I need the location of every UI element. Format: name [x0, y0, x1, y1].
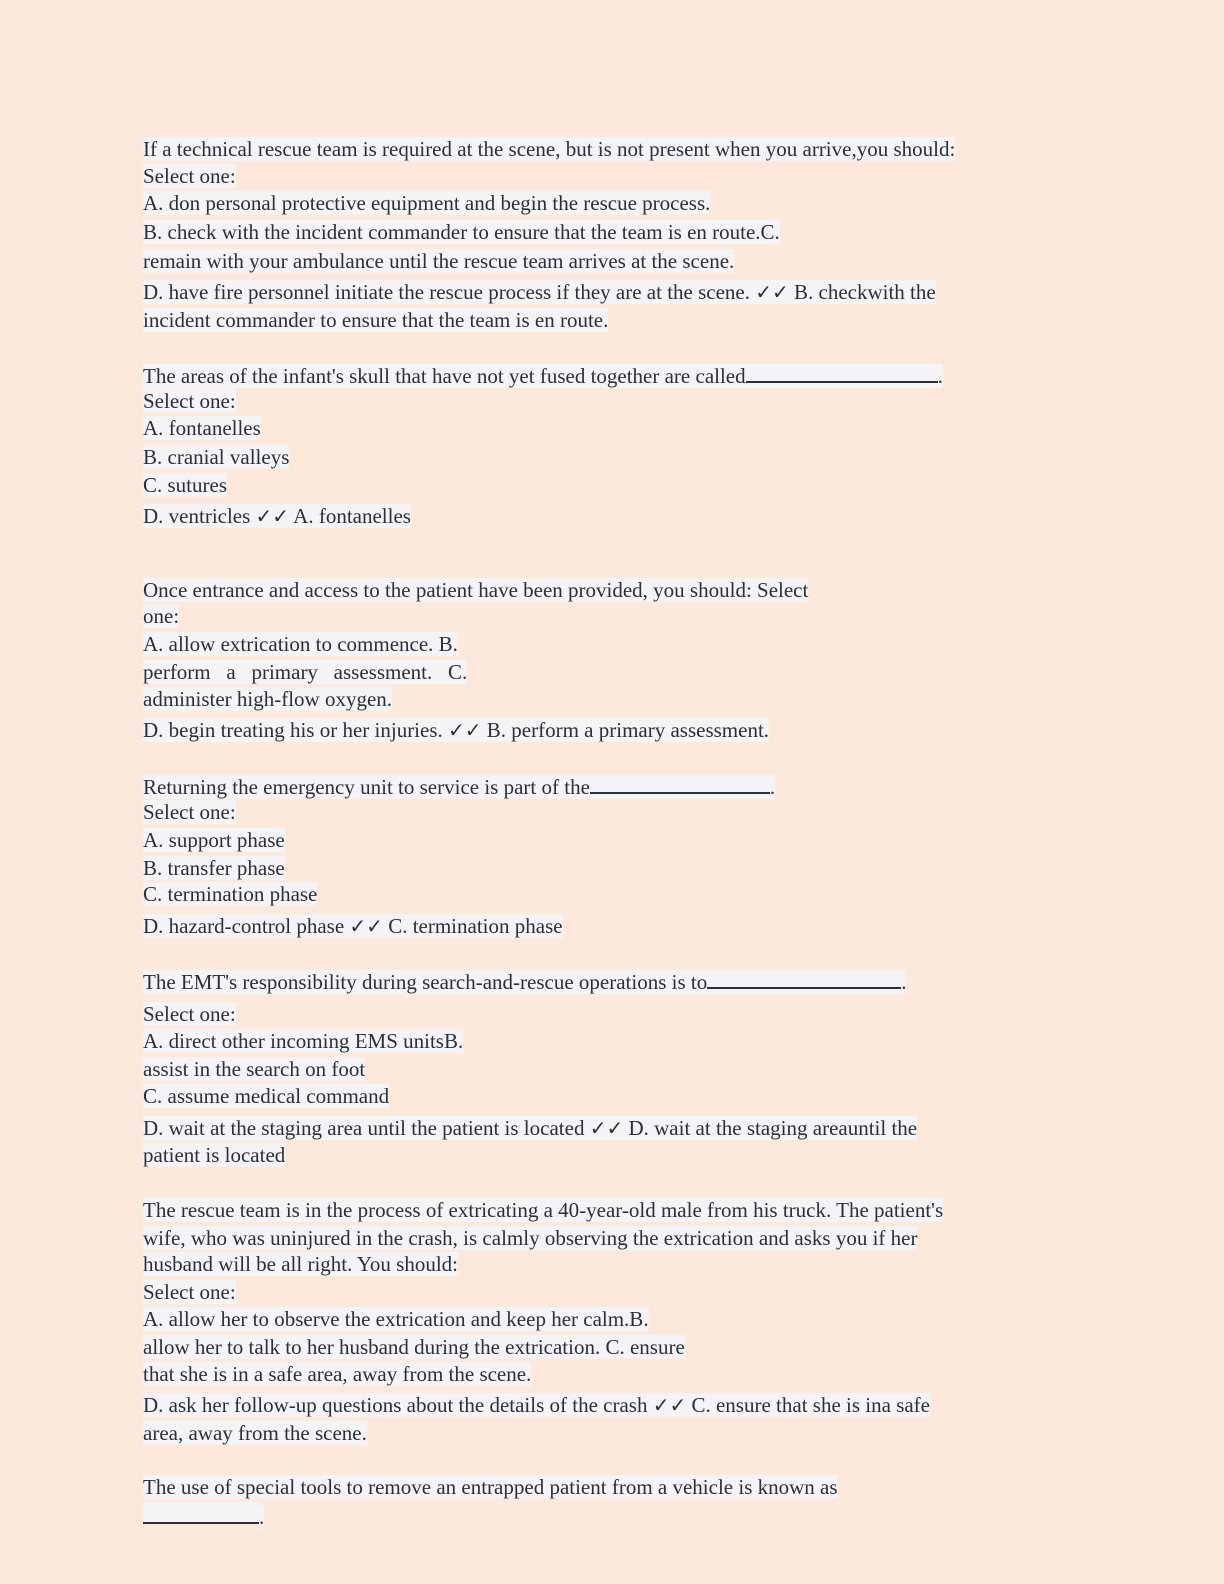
answer-blank — [707, 967, 901, 989]
question-5-option-a: A. direct other incoming EMS unitsB. — [143, 1029, 464, 1053]
check-icon: ✓✓ — [255, 504, 290, 528]
check-icon: ✓✓ — [448, 718, 482, 742]
question-1-option-c: remain with your ambulance until the rescue team arrives at the scene. — [143, 249, 735, 273]
check-icon: ✓✓ — [755, 280, 789, 304]
question-5-option-b: assist in the search on foot — [143, 1057, 366, 1081]
question-1-option-a: A. don personal protective equipment and begin the rescue process. — [143, 191, 711, 215]
question-5-stem: The EMT's responsibility during search-and-rescue operations is to . — [143, 967, 906, 993]
question-7-stem: The use of special tools to remove an entrapped patient from a vehicle is known as — [143, 1475, 838, 1499]
question-3-select-one: one: — [143, 604, 180, 628]
question-2-option-a: A. fontanelles — [143, 416, 261, 440]
question-2-option-b: B. cranial valleys — [143, 445, 290, 469]
question-2-option-c: C. sutures — [143, 473, 227, 497]
question-2-select-one: Select one: — [143, 389, 236, 413]
question-1-stem: If a technical rescue team is required at the scene, but is not present when you arrive,you should: — [143, 137, 956, 161]
question-4-option-b: B. transfer phase — [143, 856, 285, 880]
question-1-option-b: B. check with the incident commander to ensure that the team is en route.C. — [143, 220, 780, 244]
question-1-select-one: Select one: — [143, 164, 236, 188]
question-4-option-a: A. support phase — [143, 828, 285, 852]
question-7-blank-line: . — [143, 1502, 264, 1528]
question-4-select-one: Select one: — [143, 800, 236, 824]
question-6-stem-line-1: The rescue team is in the process of extricating a 40-year-old male from his truck. The patient's — [143, 1198, 944, 1222]
question-3-option-c: administer high-flow oxygen. — [143, 687, 393, 711]
question-5-option-c: C. assume medical command — [143, 1084, 390, 1108]
question-6-select-one: Select one: — [143, 1280, 236, 1304]
question-2-stem: The areas of the infant's skull that have not yet fused together are called . — [143, 361, 943, 387]
question-6-stem-line-2: wife, who was uninjured in the crash, is calmly observing the extrication and asks you if her — [143, 1226, 918, 1250]
question-4-answer: D. hazard-control phase ✓✓ C. termination phase — [143, 914, 563, 938]
answer-blank — [746, 361, 938, 383]
check-icon: ✓✓ — [652, 1393, 687, 1417]
question-6-answer-cont: area, away from the scene. — [143, 1421, 367, 1445]
question-5-answer-cont: patient is located — [143, 1143, 286, 1167]
check-icon: ✓✓ — [589, 1116, 624, 1140]
question-4-stem: Returning the emergency unit to service is part of the . — [143, 772, 775, 798]
question-4-option-c: C. termination phase — [143, 882, 318, 906]
question-5-answer: D. wait at the staging area until the patient is located ✓✓ D. wait at the staging areauntil the — [143, 1116, 918, 1140]
question-3-answer: D. begin treating his or her injuries. ✓✓ B. perform a primary assessment. — [143, 718, 770, 742]
question-3-option-a: A. allow extrication to commence. B. — [143, 632, 458, 656]
question-3-stem: Once entrance and access to the patient have been provided, you should: Select — [143, 578, 809, 602]
question-6-option-a: A. allow her to observe the extrication and keep her calm.B. — [143, 1307, 649, 1331]
question-3-option-b: perform a primary assessment. C. — [143, 660, 468, 684]
question-6-answer: D. ask her follow-up questions about the details of the crash ✓✓ C. ensure that she is ina safe — [143, 1393, 931, 1417]
question-2-answer: D. ventricles ✓✓ A. fontanelles — [143, 504, 411, 528]
question-1-answer: D. have fire personnel initiate the rescue process if they are at the scene. ✓✓ B. checkwith the — [143, 280, 936, 304]
question-6-stem-line-3: husband will be all right. You should: — [143, 1252, 459, 1276]
question-6-option-b: allow her to talk to her husband during the extrication. C. ensure — [143, 1335, 685, 1359]
question-1-answer-cont: incident commander to ensure that the team is en route. — [143, 308, 609, 332]
question-5-select-one: Select one: — [143, 1002, 236, 1026]
question-6-option-c: that she is in a safe area, away from the scene. — [143, 1362, 532, 1386]
check-icon: ✓✓ — [349, 914, 383, 938]
answer-blank — [143, 1502, 259, 1524]
answer-blank — [590, 772, 770, 794]
